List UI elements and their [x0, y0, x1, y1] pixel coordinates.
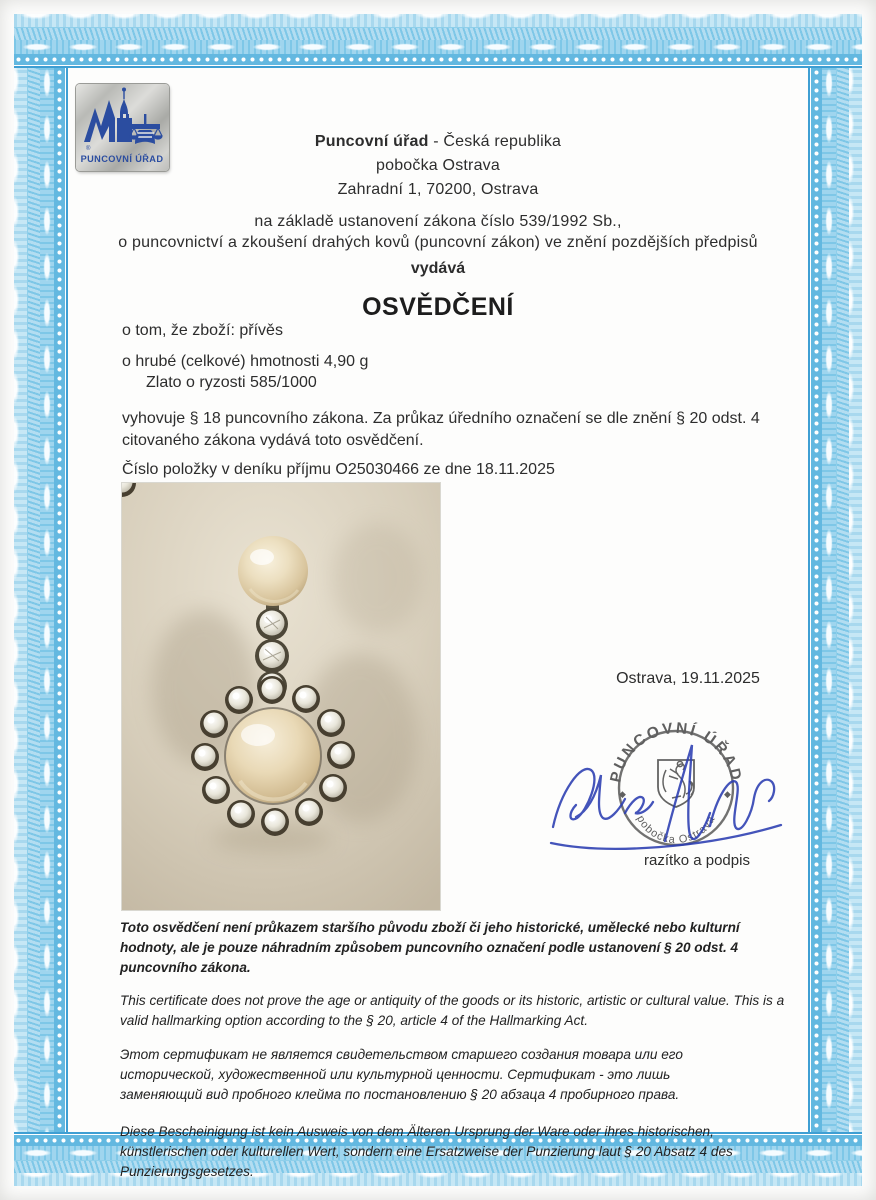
stamp-caption: razítko a podpis: [644, 852, 750, 869]
office-name: Puncovní úřad: [314, 133, 429, 150]
place-date-line: Ostrava, 19.11.2025: [616, 670, 760, 687]
logo-label: PUNCOVNÍ ÚŘAD: [80, 154, 164, 164]
certificate-body: [122, 322, 782, 479]
small-pearl: [238, 536, 308, 606]
certificate-header: [0, 130, 876, 322]
stamp-bottom-text: pobočka Ostrava: [634, 813, 718, 847]
pearl-pendant-image: [122, 483, 440, 910]
disclaimer-german: Diese Bescheinigung ist kein Ausweis von dem Älteren Ursprung der Ware oder ihres historischen, künstlerischen oder kulturellen Wert, sondern eine Ersatzweise der Punzierung laut § 20 Absatz 4 des Punzierungsgesetzes.: [120, 1123, 733, 1180]
signature-icon: [545, 733, 790, 871]
disclaimer-czech: Toto osvědčení není průkazem staršího původu zboží či jeho historické, umělecké nebo kulturní hodnoty, ale je pouze náhradním způsobem puncovního označení podle ustanovení § 20 odst. 4 puncovního zákona.: [120, 920, 740, 976]
jewelry-photo: [122, 483, 440, 910]
stamp-top-text: PUNCOVNÍ ÚŘAD: [607, 719, 745, 785]
law-line-1: na základě ustanovení zákona číslo 539/1992 Sb.,: [254, 213, 622, 230]
fineness-line: Zlato o ryzosti 585/1000: [146, 374, 317, 391]
large-pearl: [226, 709, 320, 803]
law-line-2: o puncovnictví a zkoušení drahých kovů (puncovní zákon) ve znění pozdějších předpisů: [118, 234, 758, 251]
office-country: - Česká republika: [428, 133, 562, 150]
stamp-marker-left: ◆: [619, 789, 626, 799]
signature: [545, 733, 790, 871]
journal-entry-line: Číslo položky v deníku příjmu O25030466 ze dne 18.11.2025: [122, 461, 555, 478]
stamp-marker-right: ◆: [724, 789, 731, 799]
goods-line: o tom, že zboží: přívěs: [122, 322, 283, 339]
address-line: Zahradní 1, 70200, Ostrava: [337, 181, 539, 198]
issues-word: vydává: [410, 260, 466, 277]
disclaimer-block: [120, 918, 796, 1195]
compliance-paragraph: vyhovuje § 18 puncovního zákona. Za průkaz úředního označení se dle znění § 20 odst. 4 citovaného zákona vydává toto osvědčení.: [122, 410, 760, 449]
office-line: [0, 130, 876, 154]
border-top: [14, 14, 862, 68]
certificate-title: OSVĚDČENÍ: [362, 293, 514, 321]
branch-line: pobočka Ostrava: [376, 157, 500, 174]
disclaimer-english: This certificate does not prove the age or antiquity of the goods or its historic, artistic or cultural value. This is a valid hallmarking option according to the § 20, article 4 of the Hallmarking Act.: [120, 993, 785, 1029]
weight-line: o hrubé (celkové) hmotnosti 4,90 g: [122, 353, 369, 370]
law-reference: [0, 211, 876, 253]
disclaimer-russian: Этот сертификат не является свидетельством старшего создания товара или его исторической, художественной или культурной ценности. Сертификат - это лишь заменяющий вид пробного клейма по постановлению § 20 абзаца 4 пробирного права.: [120, 1046, 683, 1102]
registered-mark: ®: [86, 146, 91, 152]
